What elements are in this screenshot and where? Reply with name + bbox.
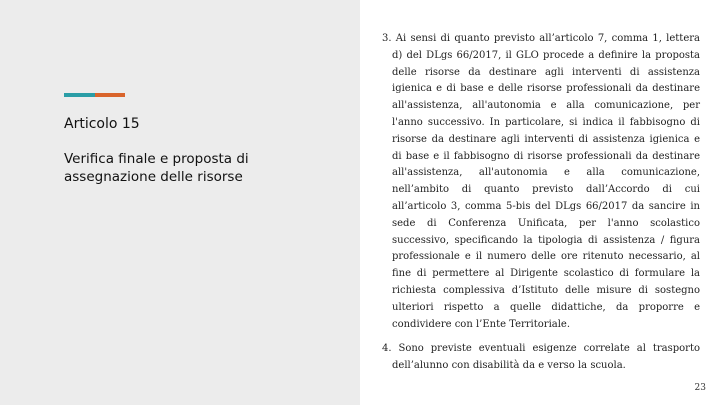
paragraph-4: 4. Sono previste eventuali esigenze correlate al trasporto dell’alunno con disabilità da e verso la scuola. <box>382 343 700 372</box>
page-number: 23 <box>694 383 706 393</box>
accent-bar-orange <box>95 93 125 97</box>
accent-bar-teal <box>64 93 95 97</box>
slide-title: Articolo 15 <box>64 116 140 132</box>
paragraph-3: 3. Ai sensi di quanto previsto all’articolo 7, comma 1, lettera d) del DLgs 66/2017, il GLO procede a definire la proposta delle risorse da destinare agli interventi di assistenza igienica e di base e delle risorse professionali da destinare all'assistenza, all'autonomia e alla comunicazione, per l'anno successivo. In particolare, si indica il fabbisogno di risorse da destinare agli interventi di assistenza igienica e di base e il fabbisogno di risorse professionali da destinare all'assistenza, all'autonomia e alla comunicazione, nell’ambito di quanto previsto dall’Accordo di cui all’articolo 3, comma 5-bis del DLgs 66/2017 da sancire in sede di Conferenza Unificata, per l'anno scolastico successivo, specificando la tipologia di assistenza / figura professionale e il numero delle ore ritenuto necessario, al fine di permettere al Dirigente scolastico di formulare la richiesta complessiva d’Istituto delle misure di sostegno ulteriori rispetto a quelle didattiche, da proporre e condividere con l’Ente Territoriale. <box>382 33 700 330</box>
content-area <box>382 31 700 375</box>
slide-subtitle: Verifica finale e proposta di assegnazione delle risorse <box>64 151 249 185</box>
